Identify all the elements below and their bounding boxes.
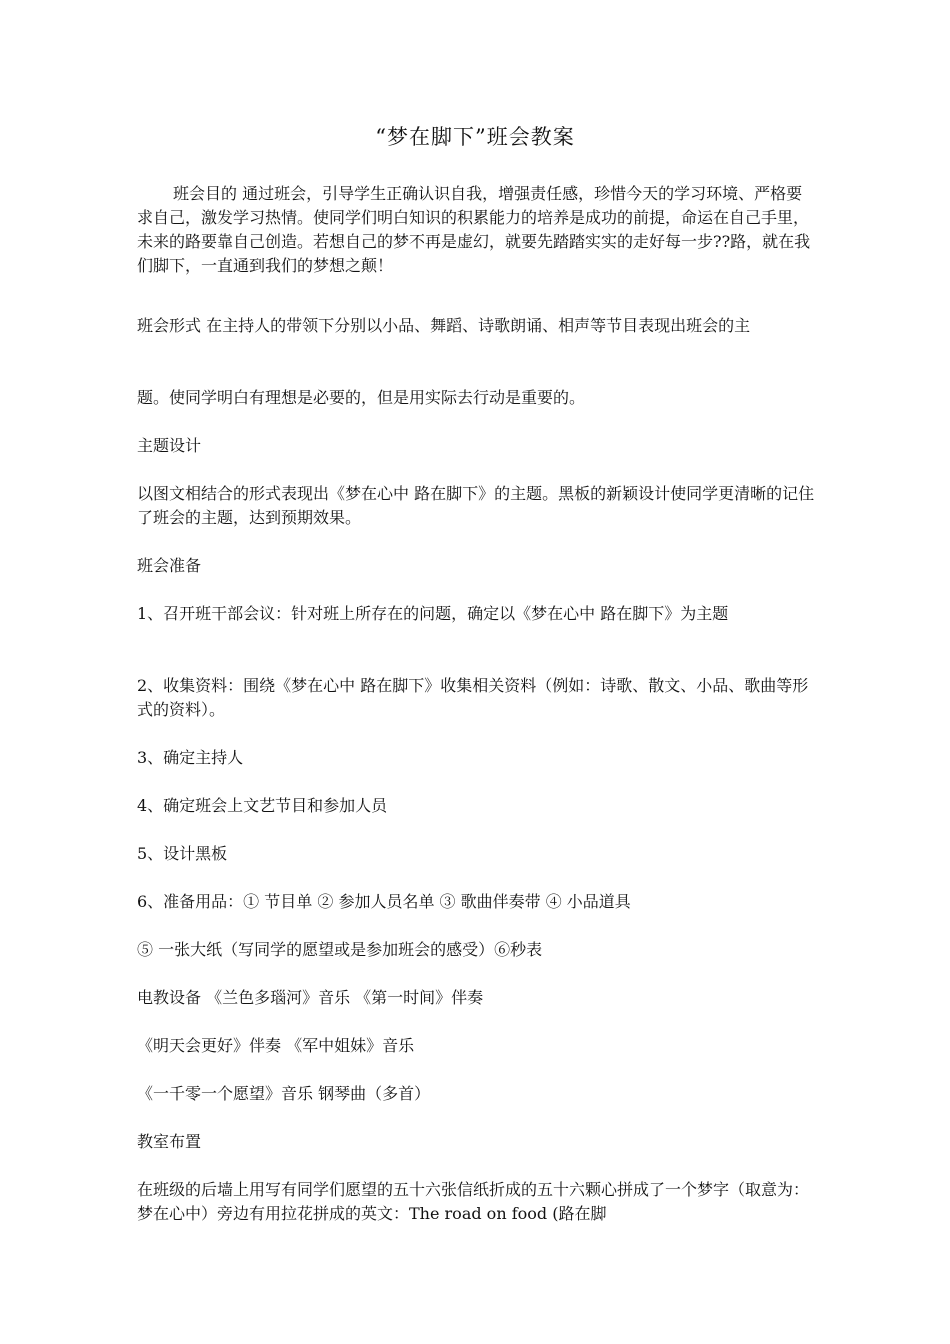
- heading-preparation: 班会准备: [137, 556, 202, 575]
- paragraph-purpose: 班会目的 通过班会，引导学生正确认识自我，增强责任感，珍惜今天的学习环境、严格要求自己，激发学习热情。使同学们明白知识的积累能力的培养是成功的前提，命运在自己手里，未来的路要靠自己创造。若想自己的梦不再是虚幻，就要先踏踏实实的走好每一步??路，就在我们脚下，一直通到我们的梦想之颠！: [137, 184, 811, 275]
- paragraph-format: 班会形式 在主持人的带领下分别以小品、舞蹈、诗歌朗诵、相声等节目表现出班会的主: [137, 316, 751, 335]
- list-item-prep-6-cont: ⑤ 一张大纸（写同学的愿望或是参加班会的感受）⑥秒表: [137, 940, 543, 959]
- paragraph-theme-design: 以图文相结合的形式表现出《梦在心中 路在脚下》的主题。黑板的新颖设计使同学更清晰的记住了班会的主题，达到预期效果。: [137, 484, 815, 527]
- list-item-prep-5: 5、设计黑板: [137, 844, 228, 863]
- document-title: “梦在脚下”班会教案: [375, 125, 575, 149]
- paragraph-av-equipment-3: 《一千零一个愿望》音乐 钢琴曲（多首）: [137, 1084, 431, 1103]
- paragraph-classroom-layout: 在班级的后墙上用写有同学们愿望的五十六张信纸折成的五十六颗心拼成了一个梦字（取意为：梦在心中）旁边有用拉花拼成的英文：The road on food (路在脚: [137, 1180, 810, 1223]
- list-item-prep-4: 4、确定班会上文艺节目和参加人员: [137, 796, 388, 815]
- list-item-prep-6: 6、准备用品：① 节目单 ② 参加人员名单 ③ 歌曲伴奏带 ④ 小品道具: [137, 892, 631, 911]
- list-item-prep-3: 3、确定主持人: [137, 748, 244, 767]
- list-item-prep-1: 1、召开班干部会议：针对班上所存在的问题，确定以《梦在心中 路在脚下》为主题: [137, 604, 729, 623]
- list-item-prep-2: 2、收集资料：围绕《梦在心中 路在脚下》收集相关资料（例如：诗歌、散文、小品、歌曲等形式的资料）。: [137, 676, 809, 719]
- paragraph-av-equipment: 电教设备 《兰色多瑙河》音乐 《第一时间》伴奏: [137, 988, 484, 1007]
- paragraph-format-cont: 题。使同学明白有理想是必要的，但是用实际去行动是重要的。: [137, 388, 586, 407]
- heading-theme-design: 主题设计: [137, 436, 202, 455]
- paragraph-av-equipment-2: 《明天会更好》伴奏 《军中姐妹》音乐: [137, 1036, 415, 1055]
- heading-classroom-layout: 教室布置: [137, 1132, 202, 1151]
